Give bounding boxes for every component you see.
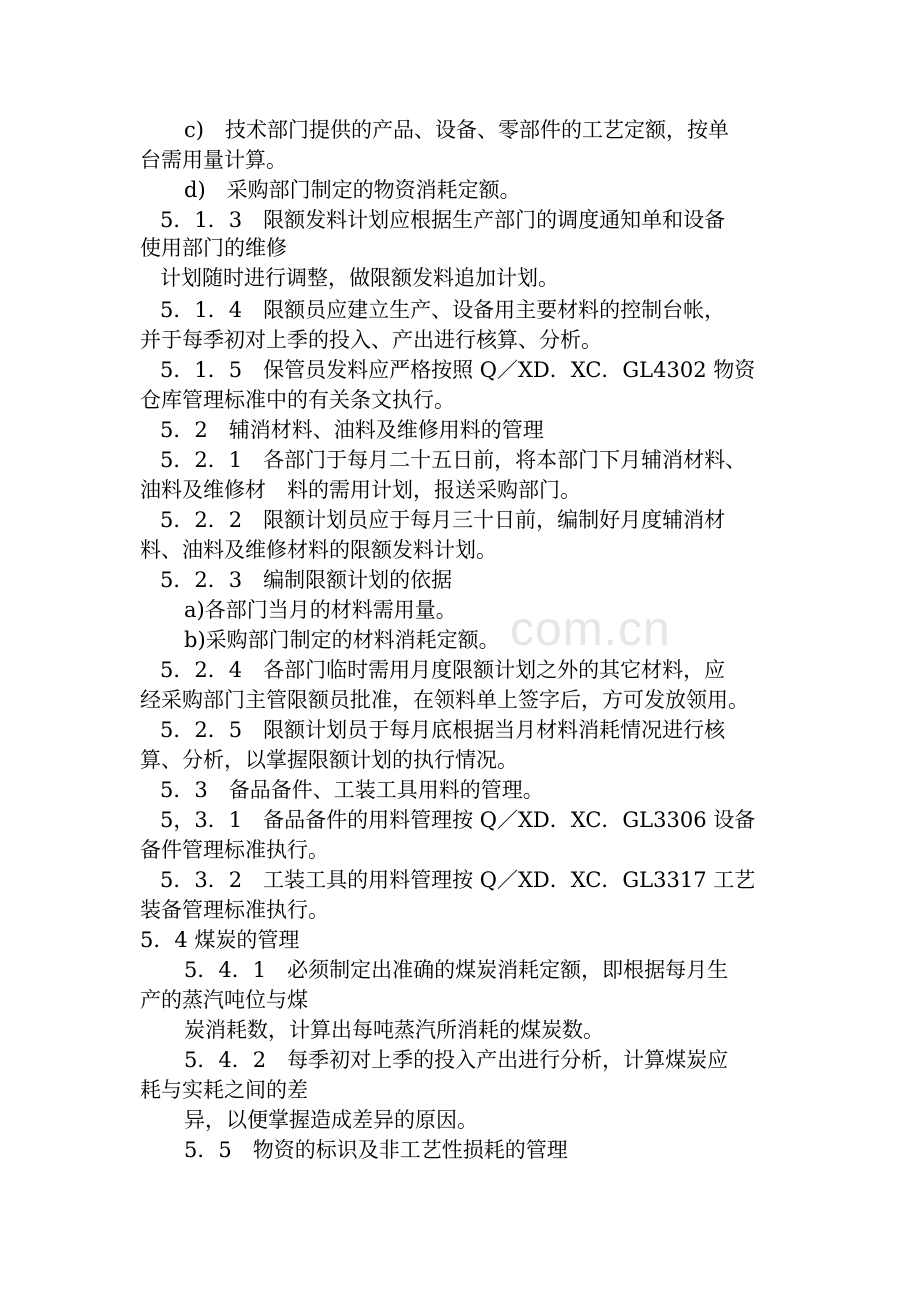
line-5-2-3: 5．2．3 编制限额计划的依据 [160,568,453,592]
line-5-4-1-cont1: 产的蒸汽吨位与煤 [140,988,308,1012]
line-5-1-4-cont: 并于每季初对上季的投入、产出进行核算、分析。 [140,328,602,352]
line-d-item: d) 采购部门制定的物资消耗定额。 [184,178,521,202]
line-5-2-heading: 5．2 辅消材料、油料及维修用料的管理 [160,418,544,442]
line-5-2-3-b: b)采购部门制定的材料消耗定额。 [184,628,500,652]
watermark-text: com.cn [510,603,671,656]
line-5-3-1: 5，3．1 备品备件的用料管理按 Q／XD．XC．GL3306 设备 [160,808,756,832]
line-5-2-1-cont: 油料及维修材 料的需用计划，报送采购部门。 [140,478,581,502]
line-5-2-4: 5．2．4 各部门临时需用月度限额计划之外的其它材料，应 [160,658,726,682]
line-5-2-2-cont: 料、油料及维修材料的限额发料计划。 [140,538,497,562]
line-5-4-1-cont2: 炭消耗数，计算出每吨蒸汽所消耗的煤炭数。 [184,1018,604,1042]
line-5-2-3-a: a)各部门当月的材料需用量。 [184,598,457,622]
line-5-2-1: 5．2．1 各部门于每月二十五日前，将本部门下月辅消材料、 [160,448,747,472]
line-5-2-5-cont: 算、分析，以掌握限额计划的执行情况。 [140,748,518,772]
line-5-4-2-cont1: 耗与实耗之间的差 [140,1078,308,1102]
line-5-2-4-cont: 经采购部门主管限额员批准，在领料单上签字后，方可发放领用。 [140,688,749,712]
line-5-3-1-cont: 备件管理标准执行。 [140,838,329,862]
line-5-1-5-cont: 仓库管理标准中的有关条文执行。 [140,388,455,412]
line-5-3-2-cont: 装备管理标准执行。 [140,898,329,922]
line-5-4-2: 5．4．2 每季初对上季的投入产出进行分析，计算煤炭应 [184,1048,729,1072]
line-5-4-1: 5．4．1 必须制定出准确的煤炭消耗定额，即根据每月生 [184,958,729,982]
line-5-5-heading: 5．5 物资的标识及非工艺性损耗的管理 [184,1138,568,1162]
line-5-4-heading: 5．4 煤炭的管理 [140,928,300,952]
line-5-4-2-cont2: 异，以便掌握造成差异的原因。 [184,1108,478,1132]
line-5-2-2: 5．2．2 限额计划员应于每月三十日前，编制好月度辅消材 [160,508,726,532]
line-5-1-5: 5．1．5 保管员发料应严格按照 Q／XD．XC．GL4302 物资 [160,358,756,382]
line-5-1-3-cont2: 计划随时进行调整，做限额发料追加计划。 [160,266,559,290]
line-5-1-3-cont1: 使用部门的维修 [140,236,287,260]
line-5-2-5: 5．2．5 限额计划员于每月底根据当月材料消耗情况进行核 [160,718,726,742]
line-c-item-cont: 台需用量计算。 [140,148,287,172]
line-5-3-2: 5．3．2 工装工具的用料管理按 Q／XD．XC．GL3317 工艺 [160,868,756,892]
line-5-1-3: 5．1．3 限额发料计划应根据生产部门的调度通知单和设备 [160,208,726,232]
line-5-3-heading: 5．3 备品备件、工装工具用料的管理。 [160,778,544,802]
line-c-item: c) 技术部门提供的产品、设备、零部件的工艺定额，按单 [184,118,729,142]
line-5-1-4: 5．1．4 限额员应建立生产、设备用主要材料的控制台帐， [160,298,726,322]
